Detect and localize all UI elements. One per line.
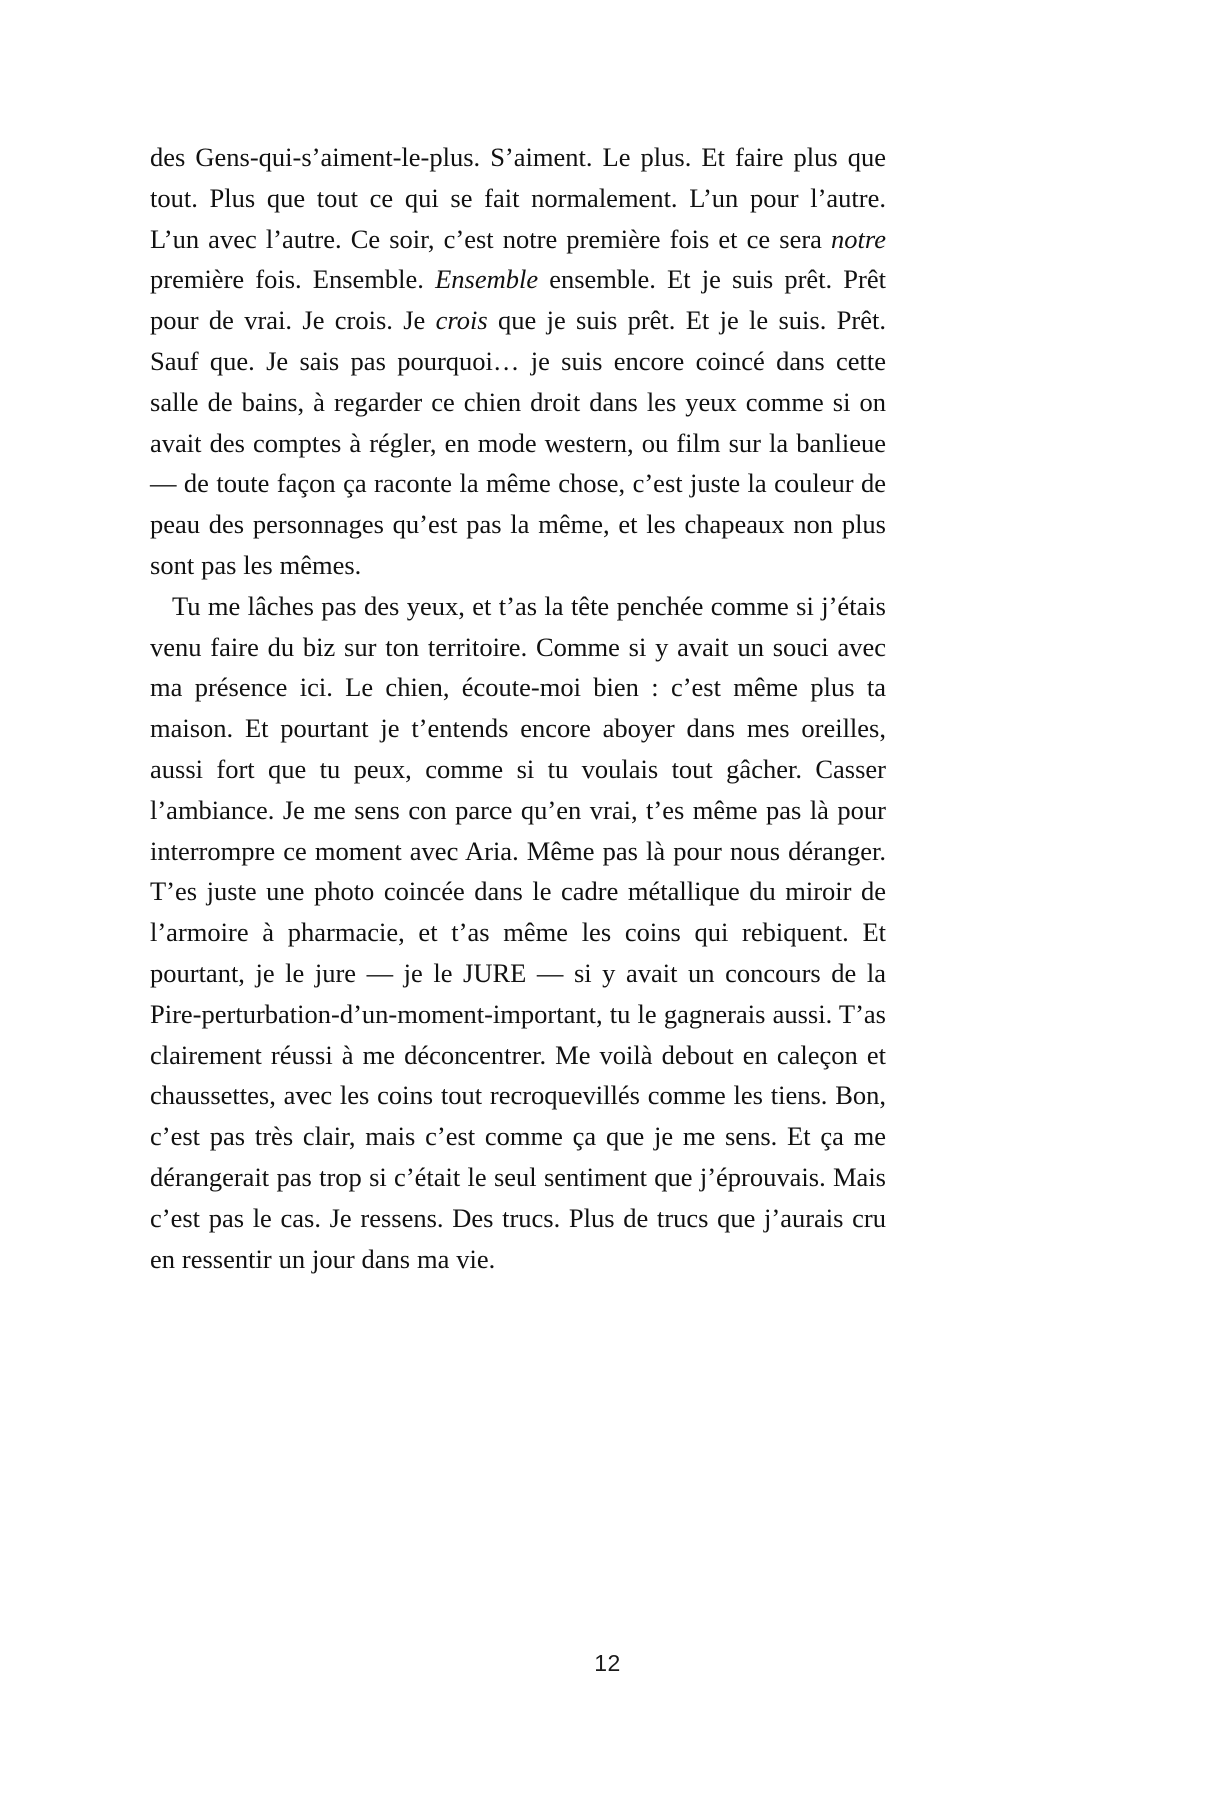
body-text-run: que je suis prêt. Et je le suis. Prêt. Sauf que. Je sais pas pourquoi… je suis encore coincé dans cette salle de bains, à regarder ce chien droit dans les yeux comme si on avait des comptes à régler, en mode western, ou film sur la banlieue — de toute façon ça raconte la même chose, c’est juste la couleur de peau des personnages qu’est pas la même, et les chapeaux non plus sont pas les mêmes. bbox=[150, 305, 886, 580]
body-paragraph bbox=[150, 586, 886, 1280]
page-number: 12 bbox=[594, 1650, 621, 1676]
page-text-block bbox=[150, 137, 886, 1279]
body-text-run: première fois. Ensemble. bbox=[150, 264, 436, 295]
emphasis-text: notre bbox=[831, 223, 886, 254]
body-text-run: Tu me lâches pas des yeux, et t’as la tête penchée comme si j’étais venu faire du biz sur ton territoire. Comme si y avait un souci avec ma présence ici. Le chien, écoute-moi bien : c’est même plus ta maison. Et pourtant je t’entends encore aboyer dans mes oreilles, aussi fort que tu peux, comme si tu voulais tout gâcher. Casser l’ambiance. Je me sens con parce qu’en vrai, t’es même pas là pour interrompre ce moment avec Aria. Même pas là pour nous déranger. T’es juste une photo coincée dans le cadre métallique du miroir de l’armoire à pharmacie, et t’as même les coins qui rebiquent. Et pourtant, je le jure — je le JURE — si y avait un concours de la Pire-perturbation-d’un-moment-important, tu le gagnerais aussi. T’as clairement réussi à me déconcentrer. Me voilà debout en caleçon et chaussettes, avec les coins tout recroquevillés comme les tiens. Bon, c’est pas très clair, mais c’est comme ça que je me sens. Et ça me dérangerait pas trop si c’était le seul sentiment que j’éprouvais. Mais c’est pas le cas. Je ressens. Des trucs. Plus de trucs que j’aurais cru en ressentir un jour dans ma vie. bbox=[150, 590, 886, 1274]
body-text-run: des Gens-qui-s’aiment-le-plus. S’aiment. Le plus. Et faire plus que tout. Plus que tout ce qui se fait normalement. L’un pour l’autre. L’un avec l’autre. Ce soir, c’est notre première fois et ce sera bbox=[150, 142, 886, 254]
emphasis-text: Ensemble bbox=[435, 264, 539, 295]
body-text-run: ensemble. Et je suis prêt. Prêt pour de vrai. Je crois. Je bbox=[150, 264, 886, 336]
body-paragraph bbox=[150, 137, 886, 586]
emphasis-text: crois bbox=[435, 305, 488, 336]
